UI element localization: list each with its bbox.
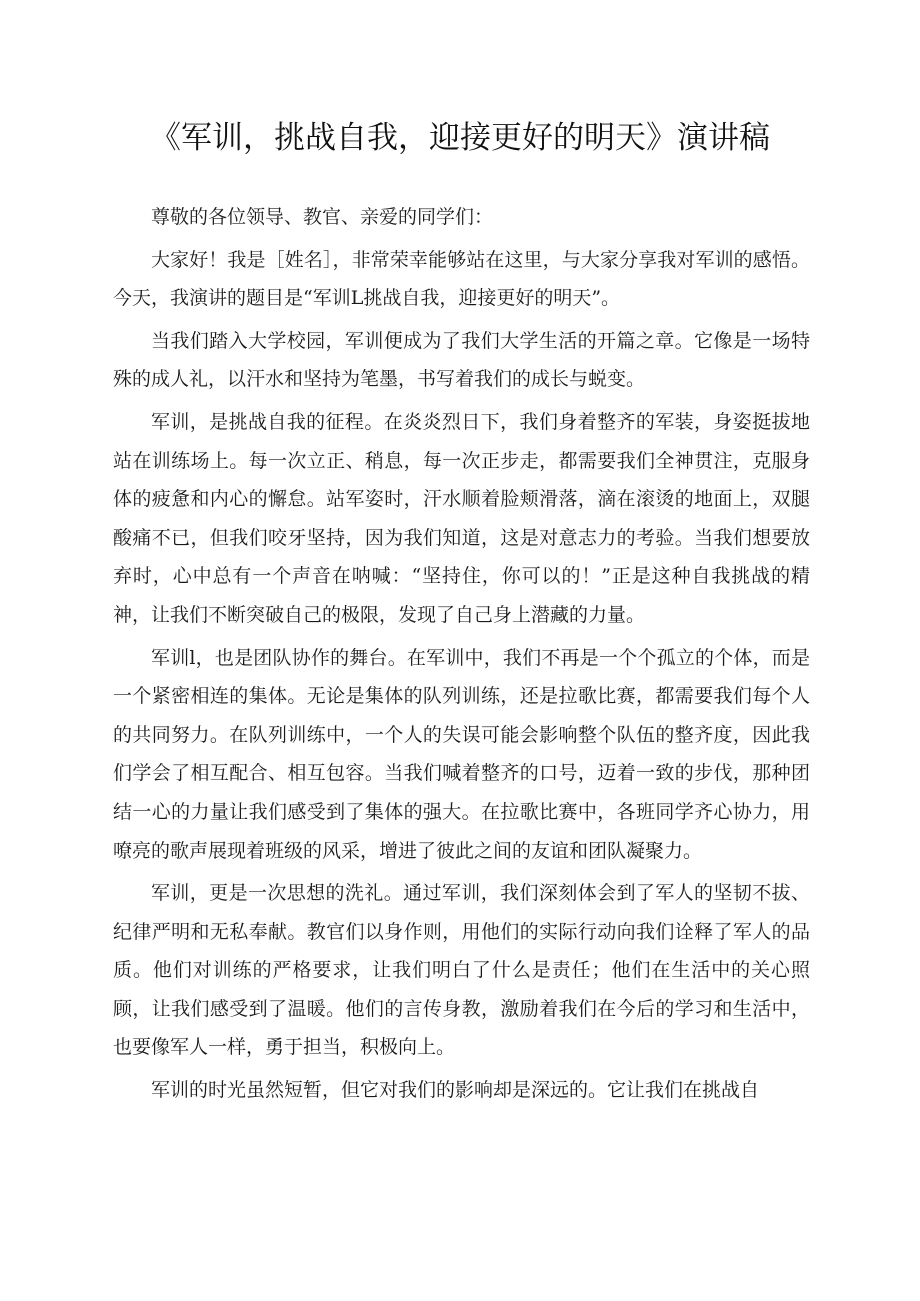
salutation-paragraph: 尊敬的各位领导、教官、亲爱的同学们： (151, 206, 494, 228)
document-body (113, 198, 810, 1114)
intro-paragraph: 当我们踏入大学校园，军训便成为了我们大学生活的开篇之章。它像是一场特殊的成人礼，以汗水和坚持为笔墨，书写着我们的成长与蜕变。 (113, 329, 810, 391)
closing-paragraph: 军训的时光虽然短暂，但它对我们的影响却是深远的。它让我们在挑战自 (151, 1079, 760, 1102)
document-title: 《军训，挑战自我，迎接更好的明天》演讲稿 (150, 120, 770, 156)
greeting-paragraph: 大家好！我是［姓名］，非常荣幸能够站在这里，与大家分享我对军训的感悟。今天，我演讲的题目是“军训L挑战自我，迎接更好的明天”。 (113, 248, 810, 310)
teamwork-paragraph: 军训l，也是团队协作的舞台。在军训中，我们不再是一个个孤立的个体，而是一个紧密相连的集体。无论是集体的队列训练，还是拉歌比赛，都需要我们每个人的共同努力。在队列训练中，一个人的失误可能会影响整个队伍的整齐度，因此我们学会了相互配合、相互包容。当我们喊着整齐的口号，迈着一致的步伐，那种团结一心的力量让我们感受到了集体的强大。在拉歌比赛中，各班同学齐心协力，用嘹亮的歌声展现着班级的风采，增进了彼此之间的友谊和团队凝聚力。 (113, 646, 810, 862)
challenge-paragraph: 军训，是挑战自我的征程。在炎炎烈日下，我们身着整齐的军装，身姿挺拔地站在训练场上。每一次立正、稍息，每一次正步走，都需要我们全神贯注，克服身体的疲惫和内心的懈怠。站军姿时，汗水顺着脸颊滑落，滴在滚烫的地面上，双腿酸痛不已，但我们咬牙坚持，因为我们知道，这是对意志力的考验。当我们想要放弃时，心中总有一个声音在呐喊：“坚持住，你可以的！”正是这种自我挑战的精神，让我们不断突破自己的极限，发现了自己身上潜藏的力量。 (113, 410, 810, 626)
mindset-paragraph: 军训，更是一次思想的洗礼。通过军训，我们深刻体会到了军人的坚韧不拔、纪律严明和无私奉献。教官们以身作则，用他们的实际行动向我们诠释了军人的品质。他们对训练的严格要求，让我们明白了什么是责任；他们在生活中的关心照顾，让我们感受到了温暖。他们的言传身教，激励着我们在今后的学习和生活中，也要像军人一样，勇于担当，积极向上。 (113, 882, 810, 1059)
